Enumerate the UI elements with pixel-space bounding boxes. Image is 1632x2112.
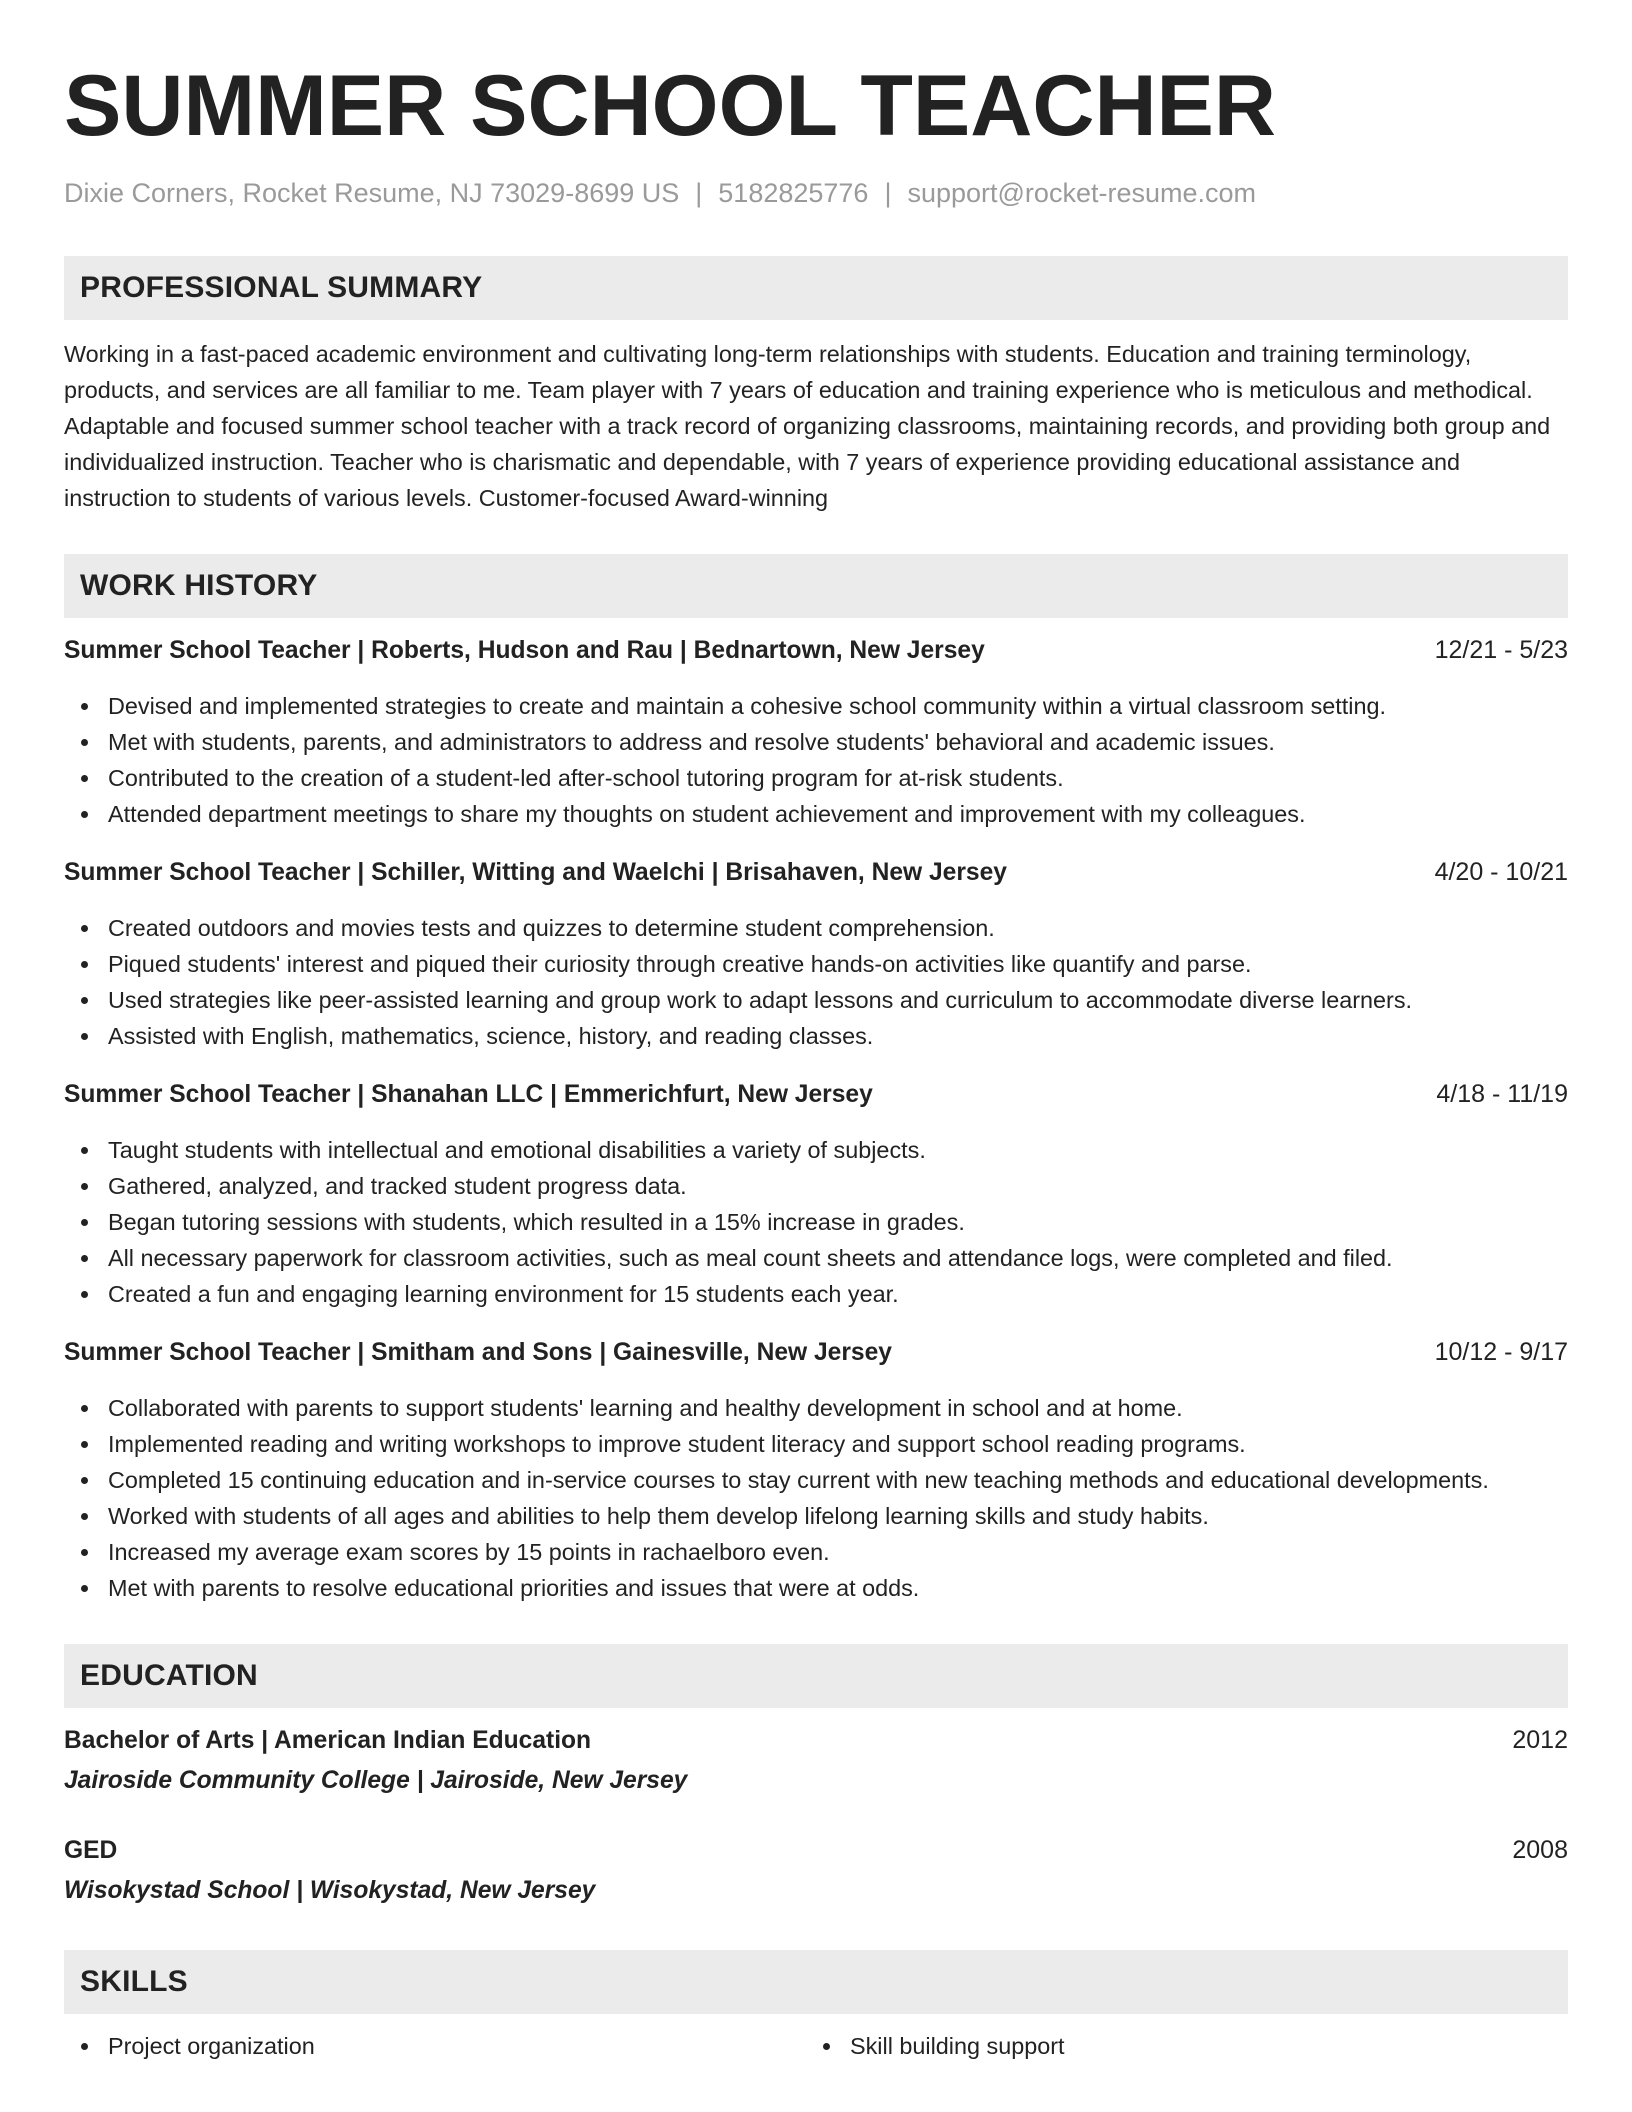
education-entry [64, 1836, 1568, 1910]
job-bullet: Began tutoring sessions with students, which resulted in a 15% increase in grades. [64, 1204, 1568, 1240]
education-degree: Bachelor of Arts | American Indian Education [64, 1727, 592, 1754]
job-header [64, 1338, 1568, 1374]
education-heading: EDUCATION [80, 1659, 258, 1692]
job-bullet: Contributed to the creation of a student-led after-school tutoring program for at-risk students. [64, 760, 1568, 796]
contact-separator: | [695, 178, 703, 208]
education-school: Wisokystad School | Wisokystad, New Jersey [64, 1877, 596, 1904]
job-header [64, 1080, 1568, 1116]
skills-section-header [64, 1950, 1568, 2014]
job-bullet: Worked with students of all ages and abilities to help them develop lifelong learning skills and study habits. [64, 1498, 1568, 1534]
skill-item: Project organization [64, 2028, 806, 2064]
job-bullet: Assisted with English, mathematics, science, history, and reading classes. [64, 1018, 1568, 1054]
job-bullet: Created a fun and engaging learning environment for 15 students each year. [64, 1276, 1568, 1312]
job-header [64, 636, 1568, 672]
job-bullets [64, 688, 1568, 832]
job-entry [64, 858, 1568, 1054]
job-entry [64, 636, 1568, 832]
job-bullets [64, 910, 1568, 1054]
job-bullet: All necessary paperwork for classroom activities, such as meal count sheets and attendance logs, were completed and filed. [64, 1240, 1568, 1276]
education-school: Jairoside Community College | Jairoside, New Jersey [64, 1767, 688, 1794]
job-header [64, 858, 1568, 894]
job-bullet: Met with students, parents, and administrators to address and resolve students' behavioral and academic issues. [64, 724, 1568, 760]
job-bullet: Devised and implemented strategies to create and maintain a cohesive school community within a virtual classroom setting. [64, 688, 1568, 724]
job-dates: 10/12 - 9/17 [1434, 1338, 1568, 1366]
job-bullet: Met with parents to resolve educational priorities and issues that were at odds. [64, 1570, 1568, 1606]
education-entry [64, 1726, 1568, 1800]
education-year: 2012 [1512, 1726, 1568, 1754]
job-bullet: Completed 15 continuing education and in-service courses to stay current with new teaching methods and educational developments. [64, 1462, 1568, 1498]
skills-columns [64, 2028, 1568, 2064]
summary-section-header [64, 256, 1568, 320]
job-bullet: Attended department meetings to share my thoughts on student achievement and improvement with my colleagues. [64, 796, 1568, 832]
job-bullet: Taught students with intellectual and emotional disabilities a variety of subjects. [64, 1132, 1568, 1168]
job-title: Summer School Teacher | Roberts, Hudson and Rau | Bednartown, New Jersey [64, 637, 985, 664]
job-entry [64, 1338, 1568, 1606]
job-bullets [64, 1132, 1568, 1312]
job-title: Summer School Teacher | Schiller, Witting and Waelchi | Brisahaven, New Jersey [64, 859, 1007, 886]
contact-line [64, 176, 1568, 210]
contact-phone: 5182825776 [718, 178, 869, 208]
summary-text: Working in a fast-paced academic environment and cultivating long-term relationships with students. Education and training terminology, products, and services are all familiar to me. Team player with 7 years of education and training experience who is meticulous and methodical. Adaptable and focused summer school teacher with a track record of organizing classrooms, maintaining records, and providing both group and individualized instruction. Teacher who is charismatic and dependable, with 7 years of experience providing educational assistance and instruction to students of various levels. Customer-focused Award-winning [64, 341, 1551, 511]
job-entry [64, 1080, 1568, 1312]
education-section-header [64, 1644, 1568, 1708]
skills-list-left [64, 2028, 806, 2064]
job-bullet: Increased my average exam scores by 15 points in rachaelboro even. [64, 1534, 1568, 1570]
work-section-header [64, 554, 1568, 618]
skills-heading: SKILLS [80, 1965, 188, 1998]
work-heading: WORK HISTORY [80, 569, 318, 602]
job-bullets [64, 1390, 1568, 1606]
job-dates: 4/20 - 10/21 [1434, 858, 1568, 886]
contact-email: support@rocket-resume.com [907, 178, 1256, 208]
education-degree: GED [64, 1837, 118, 1864]
job-bullet: Used strategies like peer-assisted learning and group work to adapt lessons and curriculum to accommodate diverse learners. [64, 982, 1568, 1018]
summary-heading: PROFESSIONAL SUMMARY [80, 271, 483, 304]
job-bullet: Gathered, analyzed, and tracked student progress data. [64, 1168, 1568, 1204]
job-bullet: Collaborated with parents to support students' learning and healthy development in school and at home. [64, 1390, 1568, 1426]
skill-item: Skill building support [806, 2028, 1548, 2064]
job-dates: 12/21 - 5/23 [1434, 636, 1568, 664]
job-title: Summer School Teacher | Shanahan LLC | Emmerichfurt, New Jersey [64, 1081, 873, 1108]
job-bullet: Piqued students' interest and piqued their curiosity through creative hands-on activities like quantify and parse. [64, 946, 1568, 982]
contact-address: Dixie Corners, Rocket Resume, NJ 73029-8699 US [64, 178, 680, 208]
job-bullet: Implemented reading and writing workshops to improve student literacy and support school reading programs. [64, 1426, 1568, 1462]
skills-list-right [806, 2028, 1548, 2064]
job-title: Summer School Teacher | Smitham and Sons | Gainesville, New Jersey [64, 1339, 892, 1366]
education-year: 2008 [1512, 1836, 1568, 1864]
candidate-name: SUMMER SCHOOL TEACHER [64, 58, 1277, 154]
job-dates: 4/18 - 11/19 [1436, 1080, 1568, 1108]
job-bullet: Created outdoors and movies tests and quizzes to determine student comprehension. [64, 910, 1568, 946]
contact-separator: | [884, 178, 892, 208]
education-header [64, 1836, 1568, 1872]
education-header [64, 1726, 1568, 1762]
